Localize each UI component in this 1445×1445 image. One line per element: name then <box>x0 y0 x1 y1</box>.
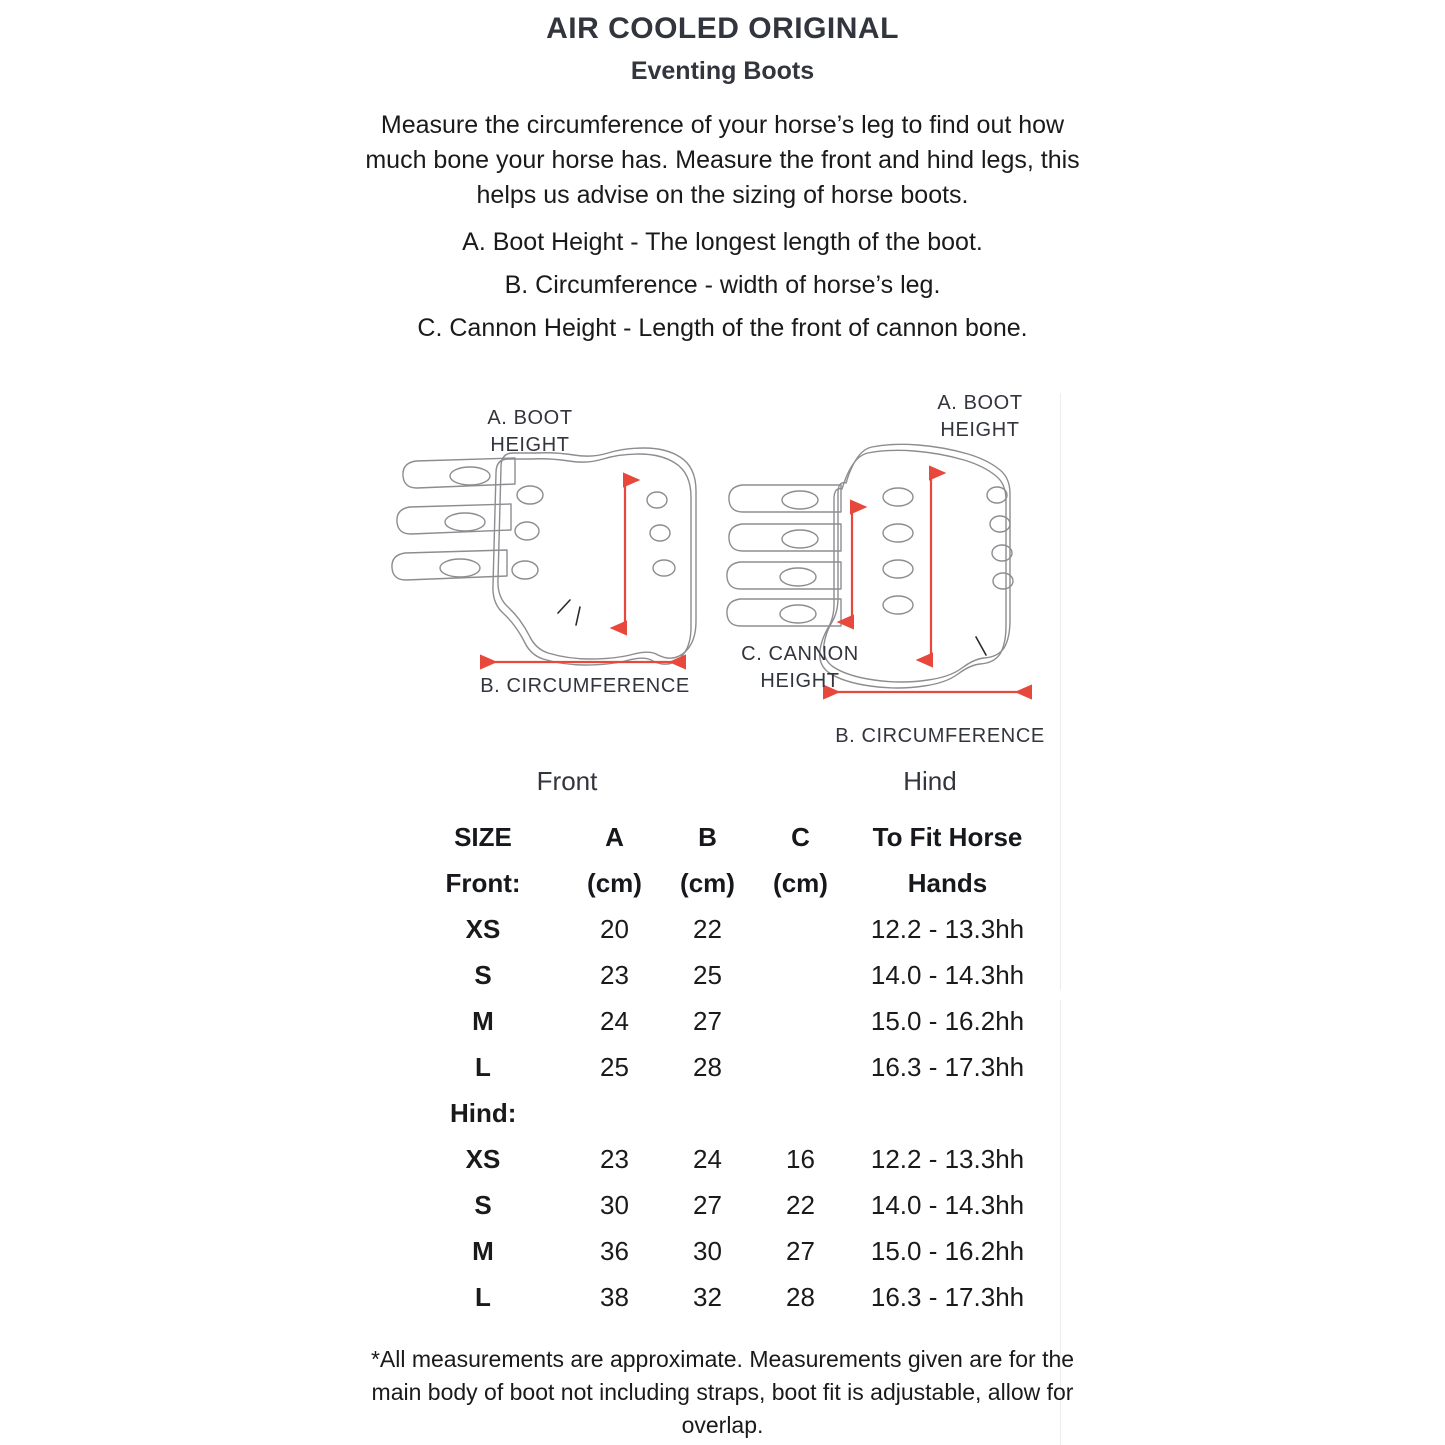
cell-b: 27 <box>693 1189 722 1220</box>
table-row <box>398 1228 1048 1274</box>
table-row <box>398 906 1048 952</box>
cell-size: L <box>475 1051 491 1082</box>
size-table-container <box>0 766 1445 1320</box>
hind-boot-height-label <box>880 390 1080 444</box>
hind-group-row <box>398 1090 1048 1136</box>
page-title: AIR COOLED ORIGINAL <box>546 12 899 45</box>
cell-fit: 14.0 - 14.3hh <box>870 959 1025 990</box>
cell-a: 24 <box>600 1005 629 1036</box>
front-boot-height-label <box>430 405 630 459</box>
cell-fit: 16.3 - 17.3hh <box>870 1051 1025 1082</box>
col-header-b: B <box>698 821 717 852</box>
cell-c <box>754 1044 847 1090</box>
cell-b: 32 <box>693 1281 722 1312</box>
footnote: *All measurements are approximate. Measurements given are for the main body of boot not including straps, boot fit is adjustable, allow for overlap. <box>370 1346 1075 1438</box>
cell-a: 36 <box>600 1235 629 1266</box>
col-header-fit: To Fit Horse <box>872 821 1023 852</box>
cell-a: 25 <box>600 1051 629 1082</box>
hind-cannon-height-label <box>700 641 900 695</box>
cell-size: L <box>475 1281 491 1312</box>
spacer-a <box>568 1090 661 1136</box>
cell-size: S <box>474 959 492 990</box>
table-row <box>398 1182 1048 1228</box>
group-header-hind: Hind <box>903 766 957 796</box>
table-header-row <box>398 814 1048 860</box>
page-subtitle: Eventing Boots <box>630 57 815 85</box>
cell-c: 27 <box>786 1235 815 1266</box>
cell-size: M <box>472 1235 494 1266</box>
front-boot-seam-ticks <box>558 600 580 625</box>
cell-fit: 12.2 - 13.3hh <box>870 1143 1025 1174</box>
unit-a: (cm) <box>587 867 642 898</box>
cell-size: M <box>472 1005 494 1036</box>
cell-a: 20 <box>600 913 629 944</box>
intro-paragraph: Measure the circumference of your horse’s leg to find out how much bone your horse has. Measure the front and hind legs, this helps us advise on the sizing of horse boots. <box>365 111 1080 209</box>
cell-b: 22 <box>693 913 722 944</box>
group-header-front: Front <box>536 766 598 796</box>
col-header-a: A <box>605 821 624 852</box>
cell-b: 30 <box>693 1235 722 1266</box>
size-table-body <box>398 906 1048 1320</box>
table-row <box>398 1274 1048 1320</box>
cell-size: XS <box>465 1143 501 1174</box>
cell-fit: 15.0 - 16.2hh <box>870 1005 1025 1036</box>
cell-b: 24 <box>693 1143 722 1174</box>
col-header-size: SIZE <box>454 821 512 852</box>
front-boot-height-label-line1: A. BOOT <box>487 407 573 429</box>
col-header-c: C <box>791 821 810 852</box>
hind-cannon-label-line1: C. CANNON <box>741 643 859 665</box>
table-row <box>398 1136 1048 1182</box>
table-unit-row <box>398 860 1048 906</box>
cell-fit: 15.0 - 16.2hh <box>870 1235 1025 1266</box>
boot-diagram-illustration <box>0 385 1445 760</box>
hind-boot-seam-tick <box>976 637 986 655</box>
cell-size: S <box>474 1189 492 1220</box>
cell-b: 28 <box>693 1051 722 1082</box>
cell-c <box>754 998 847 1044</box>
cell-a: 30 <box>600 1189 629 1220</box>
unit-b: (cm) <box>680 867 735 898</box>
unit-fit: Hands <box>907 867 988 898</box>
spacer-fit <box>847 1090 1048 1136</box>
cell-size: XS <box>465 913 501 944</box>
table-row <box>398 952 1048 998</box>
hind-boot-height-label-line1: A. BOOT <box>937 392 1023 414</box>
cell-a: 23 <box>600 959 629 990</box>
hind-circumference-label: B. CIRCUMFERENCE <box>835 725 1045 747</box>
size-table-head <box>398 814 1048 906</box>
front-boot-outline <box>392 448 696 665</box>
cell-fit: 12.2 - 13.3hh <box>870 913 1025 944</box>
cell-a: 23 <box>600 1143 629 1174</box>
hind-boot-height-label-line2: HEIGHT <box>940 419 1020 441</box>
table-row <box>398 1044 1048 1090</box>
cell-b: 27 <box>693 1005 722 1036</box>
unit-c: (cm) <box>773 867 828 898</box>
table-group-headers <box>0 766 1445 814</box>
cell-b: 25 <box>693 959 722 990</box>
definition-c: C. Cannon Height - Length of the front of cannon bone. <box>417 314 1028 342</box>
cell-c <box>754 952 847 998</box>
front-circumference-label: B. CIRCUMFERENCE <box>480 675 690 697</box>
front-boot-height-label-line2: HEIGHT <box>490 434 570 456</box>
boot-diagrams <box>0 385 1445 760</box>
definition-b: B. Circumference - width of horse’s leg. <box>504 271 941 299</box>
cell-c: 28 <box>786 1281 815 1312</box>
measurement-definitions <box>330 228 1115 343</box>
size-table <box>398 814 1048 1320</box>
hind-cannon-label-line2: HEIGHT <box>760 670 840 692</box>
spacer-b <box>661 1090 754 1136</box>
cell-a: 38 <box>600 1281 629 1312</box>
front-group-label: Front: <box>445 867 521 898</box>
cell-fit: 14.0 - 14.3hh <box>870 1189 1025 1220</box>
spacer-c <box>754 1090 847 1136</box>
cell-c: 22 <box>786 1189 815 1220</box>
table-row <box>398 998 1048 1044</box>
hind-group-label: Hind: <box>450 1097 517 1128</box>
cell-c: 16 <box>786 1143 815 1174</box>
cell-fit: 16.3 - 17.3hh <box>870 1281 1025 1312</box>
cell-c <box>754 906 847 952</box>
definition-a: A. Boot Height - The longest length of the boot. <box>462 228 983 256</box>
